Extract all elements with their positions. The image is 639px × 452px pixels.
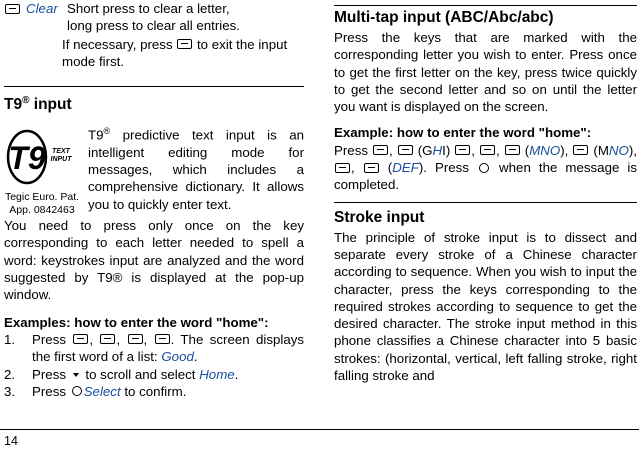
page-number: 14 — [4, 434, 18, 448]
clear-key-icon — [5, 4, 20, 14]
multitap-heading: Multi-tap input (ABC/Abc/abc) — [334, 9, 554, 26]
key-4-icon — [373, 145, 388, 155]
list-item: 2. Press to scroll and select Home. — [4, 366, 239, 382]
select-key-icon — [479, 163, 489, 173]
clear-definition — [4, 0, 304, 70]
logo-caption: Tegic Euro. Pat. — [4, 191, 80, 204]
steps-list — [4, 331, 304, 400]
page-footer — [0, 429, 639, 452]
key-4-icon — [73, 334, 88, 344]
examples-heading: Examples: how to enter the word "home": — [4, 314, 269, 330]
svg-text:TEXT: TEXT — [52, 148, 70, 156]
multitap-body: Press the keys that are marked with the corresponding letter you wish to enter. Press once to get the first letter on the key, press twice quickly to get the second letter and so on until the letter you want is displayed on the screen. — [334, 30, 637, 115]
key-6-icon — [128, 334, 143, 344]
logo-caption: App. 0842463 — [9, 204, 75, 217]
nav-down-icon — [73, 373, 79, 377]
logo-letters: T9 — [8, 140, 46, 177]
left-column: Clear Short press to clear a letter, long press to clear all entries. If necessary, press to exit the input mode first. T9® input T9 TEXT INPUT Tegic Euro. Pat. App. 0842463 T9® predictive text input is an intelligent editing mode for messages, which includes a comprehensive dictionary. It allows you to quickly enter text. You need to press only once on the key corresponding to each letter needed to spell a word: keystrokes input are analyzed and the word suggested by T9® is displayed at the pop-up window. Examples: how to enter the word "home": 1. Press , , , . The screen displays the first word of a list: Good. 2. Press to scroll and select Home. 3. Press Select to confirm. — [4, 0, 304, 400]
multitap-example-body: Press , (GHI) , , (MNO), (MNO), , (DEF). Press when the message is completed. — [334, 142, 638, 193]
stroke-heading: Stroke input — [334, 208, 425, 226]
stroke-body: The principle of stroke input is to dissect and separate every stroke of a Chinese character according to sequence. When you wish to input the character, press the keys corresponding to the required strokes according to sequence to get the desired character. The stroke input method in this phone classifies a Chinese character into 5 basic strokes: (horizontal, vertical, left falling stroke, right falling stroke and — [334, 229, 637, 384]
key-3-icon — [155, 334, 170, 344]
section-divider — [4, 86, 304, 87]
key-6-icon — [573, 145, 588, 155]
t9-logo-icon — [5, 125, 79, 187]
t9-explanation: You need to press only once on the key corresponding to each letter needed to spell a word: keystrokes input are analyzed and the word suggested by T9® is displayed at the pop-up window. — [4, 218, 304, 303]
clear-label: Clear — [26, 1, 58, 16]
t9-heading: T9® input — [4, 95, 72, 114]
clear-key-icon — [177, 39, 192, 49]
key-6-icon — [100, 334, 115, 344]
key-3-icon — [364, 163, 379, 173]
section-divider — [334, 202, 637, 203]
exit-input-text: If necessary, press to exit the input mode first. — [62, 37, 288, 70]
key-6-icon — [505, 145, 520, 155]
key-6-icon — [480, 145, 495, 155]
t9-intro-text: predictive text input is an intelligent editing mode for messages, which includes a comprehensive dictionary. It allows you to quickly enter text. — [88, 127, 304, 212]
svg-text:INPUT: INPUT — [50, 156, 72, 164]
list-item: 1. Press , , , . The screen displays the first word of a list: Good. — [4, 331, 305, 365]
clear-long-text: long press to clear all entries. — [67, 18, 240, 33]
right-column — [334, 0, 637, 384]
key-4-icon — [398, 145, 413, 155]
key-6-icon — [455, 145, 470, 155]
section-divider — [334, 5, 637, 6]
select-key-icon — [72, 386, 82, 396]
clear-short-text: Short press to clear a letter, — [67, 1, 230, 16]
list-item: 3. Press Select to confirm. — [4, 383, 187, 399]
key-3-icon — [335, 163, 350, 173]
t9-logo — [4, 125, 80, 215]
multitap-example-heading: Example: how to enter the word "home": — [334, 125, 592, 141]
